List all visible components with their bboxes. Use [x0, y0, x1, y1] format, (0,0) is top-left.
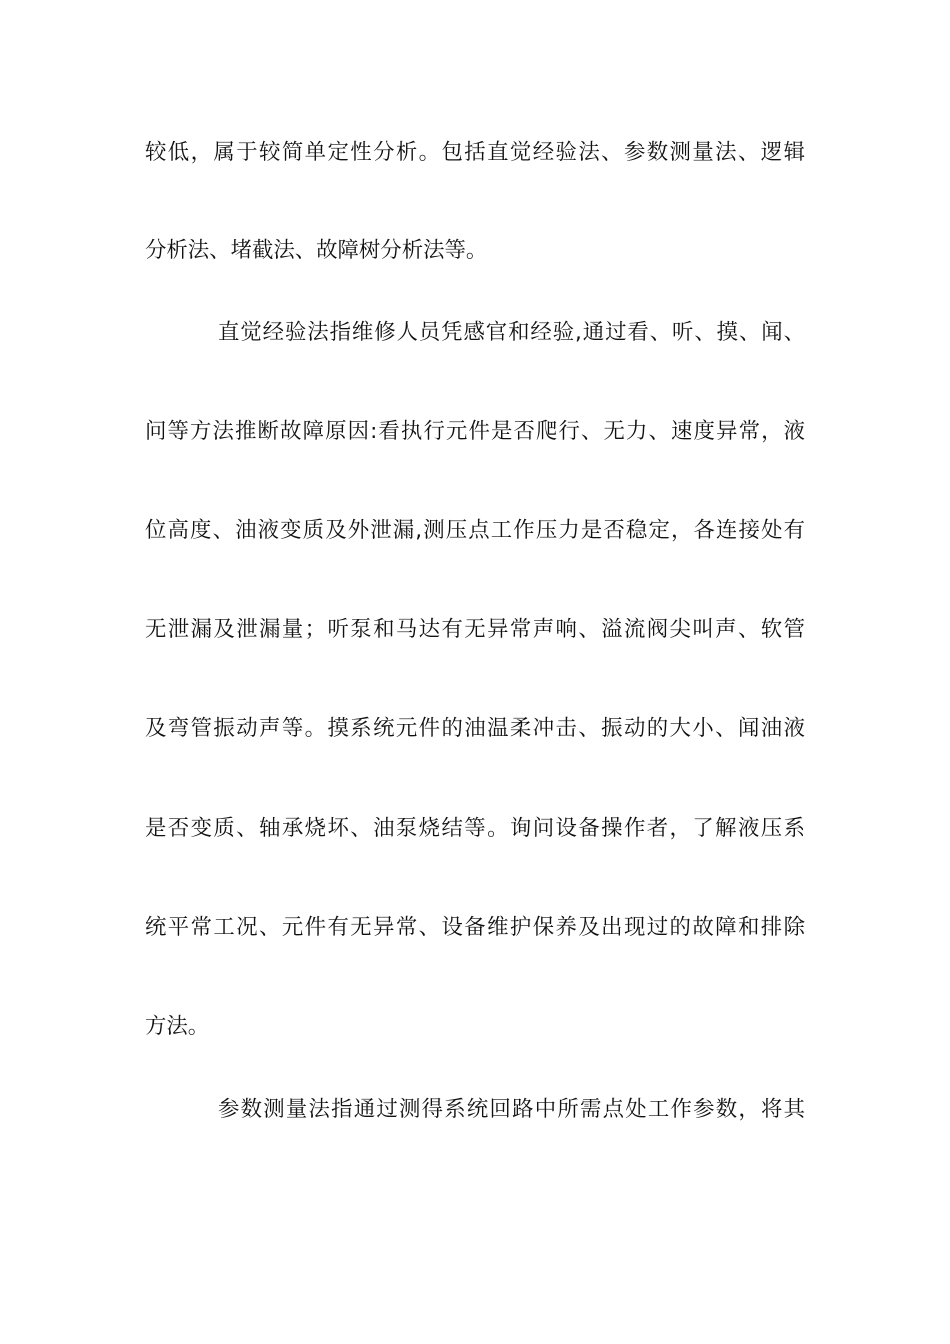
paragraph-start-line-3: 直觉经验法指维修人员凭感官和经验,通过看、听、摸、闻、 — [218, 320, 805, 345]
text-line-9: 统平常工况、元件有无异常、设备维护保养及出现过的故障和排除 — [145, 915, 805, 940]
text-line-1: 较低，属于较简单定性分析。包括直觉经验法、参数测量法、逻辑 — [145, 140, 805, 165]
text-line-7: 及弯管振动声等。摸系统元件的油温柔冲击、振动的大小、闻油液 — [145, 716, 805, 741]
paragraph-start-line-11: 参数测量法指通过测得系统回路中所需点处工作参数，将其 — [218, 1097, 805, 1122]
text-line-5: 位高度、油液变质及外泄漏,测压点工作压力是否稳定，各连接处有 — [145, 518, 805, 543]
text-line-10: 方法。 — [145, 1014, 210, 1039]
text-line-6: 无泄漏及泄漏量；听泵和马达有无异常声响、溢流阀尖叫声、软管 — [145, 617, 805, 642]
text-line-4: 问等方法推断故障原因:看执行元件是否爬行、无力、速度异常，液 — [145, 419, 805, 444]
text-line-8: 是否变质、轴承烧坏、油泵烧结等。询问设备操作者，了解液压系 — [145, 816, 805, 841]
text-line-2: 分析法、堵截法、故障树分析法等。 — [145, 238, 488, 263]
